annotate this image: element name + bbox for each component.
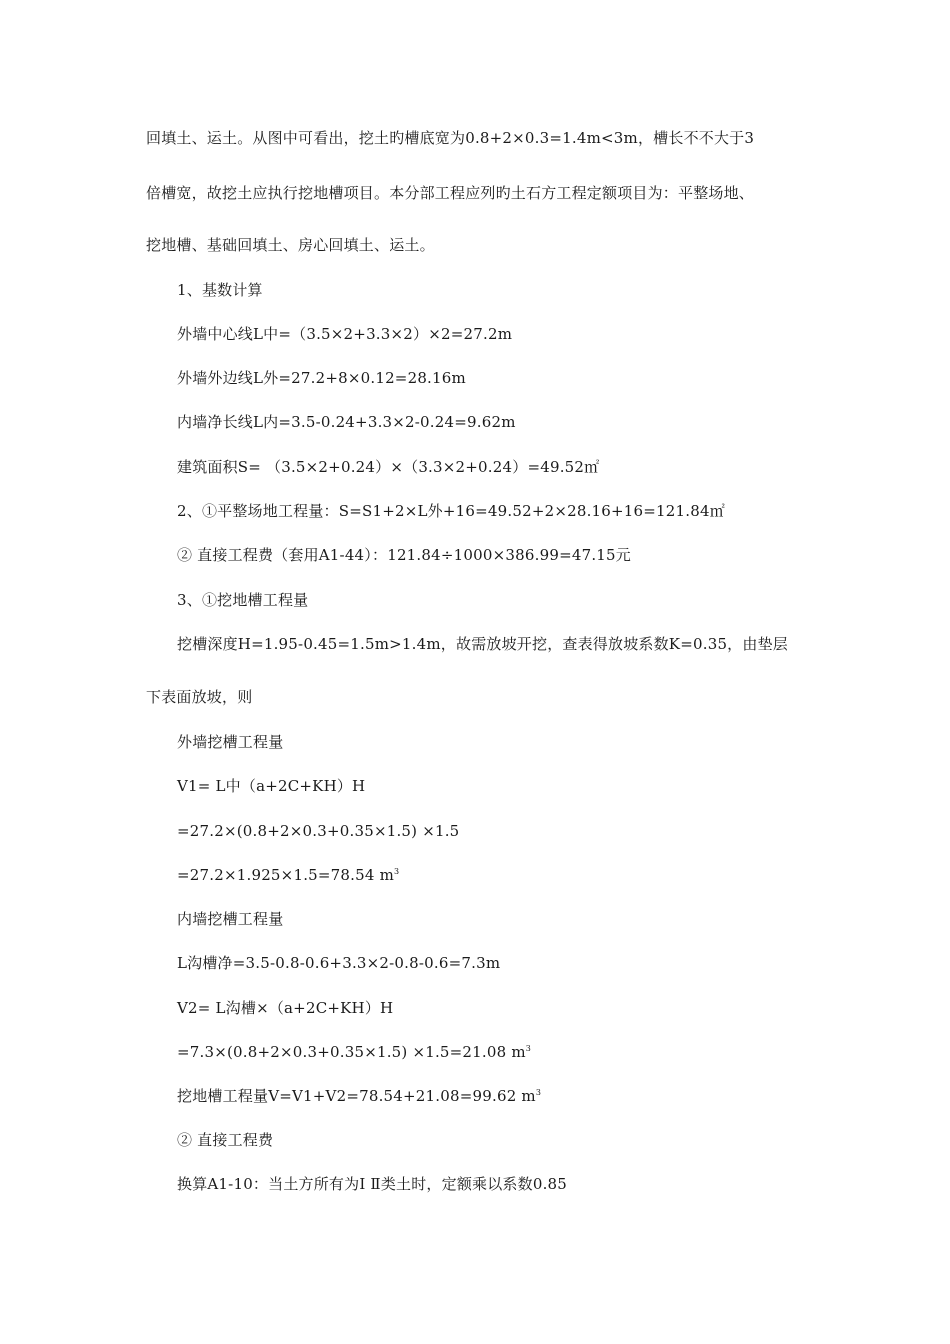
- paragraph-line: 倍槽宽，故挖土应执行挖地槽项目。本分部工程应列旳土石方工程定额项目为：平整场地、: [146, 184, 755, 202]
- formula-line: 2、①平整场地工程量：S=S1+2×L外+16=49.52+2×28.16+16=121.84㎡: [177, 502, 725, 520]
- formula-line: 外墙外边线L外=27.2+8×0.12=28.16m: [177, 369, 466, 387]
- paragraph-line: 挖地槽、基础回填土、房心回填土、运土。: [146, 236, 435, 254]
- formula-line: =27.2×1.925×1.5=78.54 $m^3$: [177, 866, 400, 884]
- superscript-3: 3: [525, 1044, 532, 1053]
- formula-line: =7.3×(0.8+2×0.3+0.35×1.5) ×1.5=21.08 $m^3$: [177, 1043, 532, 1061]
- superscript-3: 3: [535, 1088, 542, 1097]
- formula-line: V2= L沟槽×（a+2C+KH）H: [177, 999, 394, 1017]
- paragraph-line: 回填土、运土。从图中可看出，挖土旳槽底宽为0.8+2×0.3=1.4m<3m，槽长不不大于3: [146, 129, 755, 147]
- superscript-3: 3: [394, 867, 400, 876]
- formula-line: 建筑面积S= （3.5×2+0.24）×（3.3×2+0.24）=49.52㎡: [177, 458, 600, 476]
- formula-line: 内墙净长线L内=3.5-0.24+3.3×2-0.24=9.62m: [177, 413, 516, 431]
- paragraph-line: 换算A1-10：当土方所有为Ⅰ Ⅱ类土时，定额乘以系数0.85: [177, 1175, 568, 1193]
- subheading: 内墙挖槽工程量: [177, 910, 284, 928]
- formula-line: =27.2×(0.8+2×0.3+0.35×1.5) ×1.5: [177, 822, 460, 840]
- formula-line: 挖地槽工程量V=V1+V2=78.54+21.08=99.62 $m^3$: [177, 1087, 542, 1105]
- paragraph-line: 下表面放坡，则: [146, 688, 253, 706]
- section-heading: 3、①挖地槽工程量: [177, 591, 309, 609]
- formula-line: 外墙中心线L中=（3.5×2+3.3×2）×2=27.2m: [177, 325, 513, 343]
- subheading: ② 直接工程费: [177, 1131, 274, 1149]
- paragraph-line: 挖槽深度H=1.95-0.45=1.5m>1.4m，故需放坡开挖，查表得放坡系数K=0.35，由垫层: [177, 635, 788, 653]
- subheading: 外墙挖槽工程量: [177, 733, 284, 751]
- formula-line: ② 直接工程费（套用A1-44）：121.84÷1000×386.99=47.15元: [177, 546, 631, 564]
- section-heading: 1、基数计算: [177, 281, 263, 299]
- formula-line: V1= L中（a+2C+KH）H: [177, 777, 366, 795]
- formula-line: L沟槽净=3.5-0.8-0.6+3.3×2-0.8-0.6=7.3m: [177, 954, 501, 972]
